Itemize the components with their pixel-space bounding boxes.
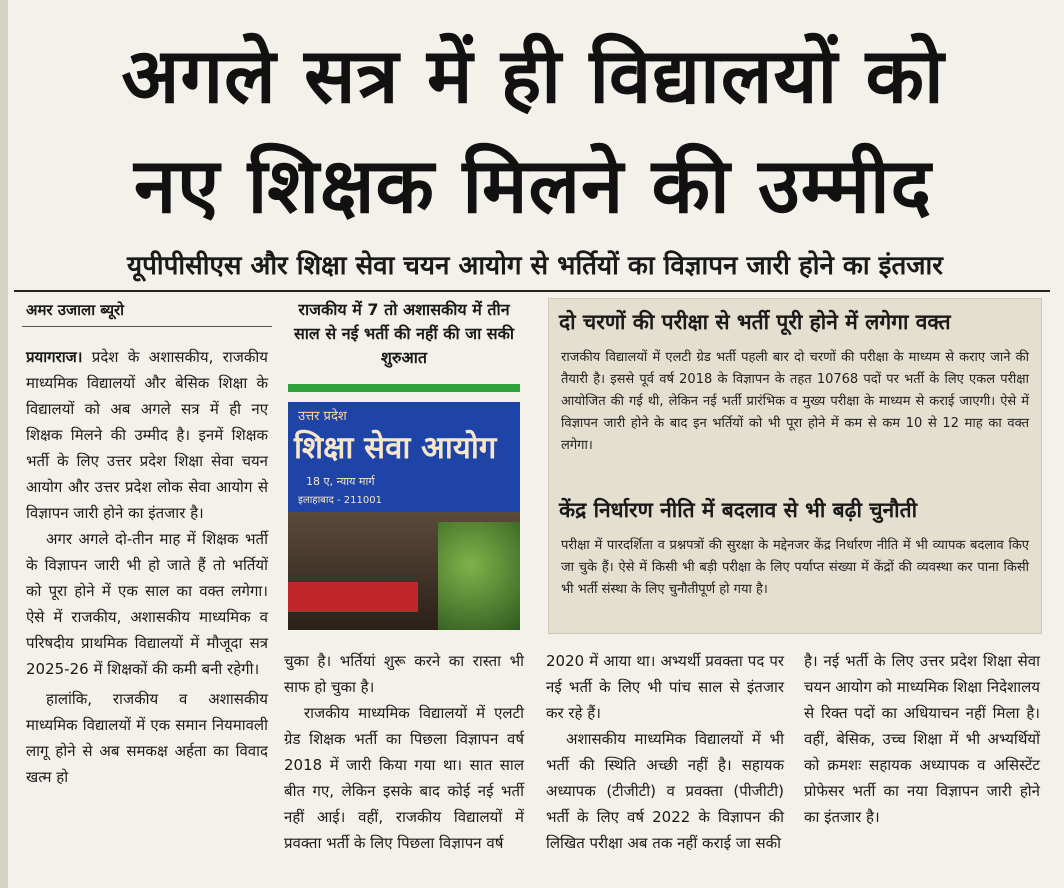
page-edge: [0, 0, 8, 888]
box-heading-2: केंद्र निर्धारण नीति में बदलाव से भी बढ़ी चुनौती: [559, 498, 918, 522]
column-3-para-1: 2020 में आया था। अभ्यर्थी प्रवक्ता पद पर नई भर्ती के लिए भी पांच साल से इंतजार कर रहे हैं।: [546, 652, 784, 722]
column-4: [804, 648, 1040, 830]
column-3-para-2: अशासकीय माध्यमिक विद्यालयों में भी भर्ती की स्थिति अच्छी नहीं है। सहायक अध्यापक (टीजीटी) व प्रवक्ता (पीजीटी) भर्ती के लिए वर्ष 2022 के विज्ञापन की लिखित परीक्षा अब तक नहीं कराई जा सकी: [546, 730, 784, 852]
sidebar-heading: राजकीय में 7 तो अशासकीय में तीन साल से नई भर्ती की नहीं की जा सकी शुरुआत: [293, 300, 515, 367]
photo-red-banner: [288, 582, 418, 612]
column-3: [546, 648, 784, 856]
headline-line-2: नए शिक्षक मिलने की उम्मीद: [133, 141, 933, 230]
green-bar: [288, 384, 520, 392]
column-4-para-1: है। नई भर्ती के लिए उत्तर प्रदेश शिक्षा सेवा चयन आयोग को माध्यमिक शिक्षा निदेशालय से रिक्त पदों का अधियाचन नहीं मिला है। वहीं, बेसिक, उच्च शिक्षा में भी अभ्यर्थियों को क्रमशः सहायक अध्यापक व असिस्टेंट प्रोफेसर भर्ती का नया विज्ञापन जारी होने का इंतजार है।: [804, 652, 1040, 826]
sign-main-text: शिक्षा सेवा आयोग: [294, 430, 497, 466]
subheadline: यूपीपीसीएस और शिक्षा सेवा चयन आयोग से भर्तियों का विज्ञापन जारी होने का इंतजार: [127, 251, 943, 281]
column-1-para-3: हालांकि, राजकीय व अशासकीय माध्यमिक विद्यालयों में एक समान नियमावली लागू होने से अब समकक्ष अर्हता का विवाद खत्म हो: [26, 690, 268, 786]
byline: अमर उजाला ब्यूरो: [26, 301, 125, 319]
column-2: [284, 648, 524, 856]
dateline: प्रयागराज।: [26, 348, 83, 366]
sign-address-1: 18 ए, न्याय मार्ग: [306, 475, 375, 488]
column-2-para-2: राजकीय माध्यमिक विद्यालयों में एलटी ग्रेड शिक्षक भर्ती का पिछला विज्ञापन वर्ष 2018 में जारी किया गया था। सात साल बीत गए, लेकिन इसके बाद कोई नई भर्ती नहीं आई। वहीं, राजकीय विद्यालयों में प्रवक्ता भर्ती के लिए पिछला विज्ञापन वर्ष: [284, 704, 524, 852]
column-2-para-1: चुका है। भर्तियां शुरू करने का रास्ता भी साफ हो चुका है।: [284, 652, 524, 696]
sign-board: [288, 402, 520, 512]
box-text-1: राजकीय विद्यालयों में एलटी ग्रेड भर्ती पहली बार दो चरणों की परीक्षा के माध्यम से कराए जाने की तैयारी है। इससे पूर्व वर्ष 2018 के विज्ञापन के तहत 10768 पदों पर भर्ती के लिए एकल परीक्षा आयोजित की गई थी, लेकिन नई भर्ती प्रारंभिक व मुख्य परीक्षा के माध्यम से कराई जाएगी। ऐसे में विज्ञापन जारी होने के बाद इन भर्तियों को भी पूरा होने में कम से कम 10 से 12 माह का वक्त लगेगा।: [561, 350, 1029, 453]
box-heading-1: दो चरणों की परीक्षा से भर्ती पूरी होने में लगेगा वक्त: [559, 310, 951, 334]
sign-address-2: इलाहाबाद - 211001: [298, 495, 382, 506]
column-1: [26, 344, 268, 790]
column-1-para-1-text: प्रदेश के अशासकीय, राजकीय माध्यमिक विद्यालयों और बेसिक शिक्षा के विद्यालयों को अब अगले सत्र में ही नए शिक्षक मिलने की उम्मीद है। इनमें शिक्षक भर्ती के लिए उत्तर प्रदेश शिक्षा सेवा चयन आयोग और उत्तर प्रदेश लोक सेवा आयोग से विज्ञापन जारी होने का इंतजार है।: [26, 348, 268, 522]
box-text-2: परीक्षा में पारदर्शिता व प्रश्नपत्रों की सुरक्षा के मद्देनजर केंद्र निर्धारण नीति में भी व्यापक बदलाव किए जा चुके हैं। ऐसे में किसी भी बड़ी परीक्षा के लिए पर्याप्त संख्या में केंद्रों की व्यवस्था कर पाना किसी भी भर्ती संस्था के लिए चुनौतीपूर्ण हो गया है।: [561, 538, 1029, 597]
column-1-para-1: [26, 344, 268, 526]
byline-rule: [22, 326, 272, 327]
sign-top-text: उत्तर प्रदेश: [298, 409, 347, 424]
divider: [14, 290, 1050, 292]
headline-line-1: अगले सत्र में ही विद्यालयों को: [121, 31, 945, 120]
info-box: [548, 298, 1042, 634]
photo-commission-sign: [288, 402, 520, 630]
photo-plant: [438, 522, 520, 630]
column-1-para-2: अगर अगले दो-तीन माह में शिक्षक भर्ती के विज्ञापन जारी भी हो जाते हैं तो भर्तियों को पूरा होने में एक साल का वक्त लगेगा। ऐसे में राजकीय, अशासकीय माध्यमिक व परिषदीय प्राथमिक विद्यालयों में मौजूदा सत्र 2025-26 में शिक्षकों की कमी बनी रहेगी।: [26, 530, 268, 678]
